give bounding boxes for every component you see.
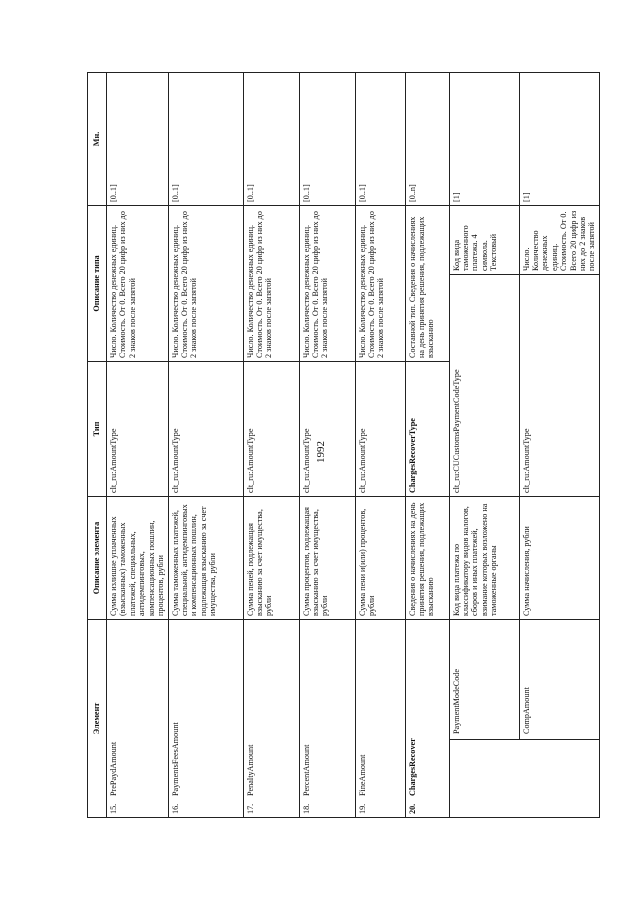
cell-element <box>405 620 449 818</box>
row-number: 15. <box>109 803 118 814</box>
table-row <box>355 73 405 818</box>
elements-table <box>87 72 600 818</box>
cell-mn: [0..1] <box>168 73 243 206</box>
cell-mn: [0..1] <box>107 73 169 206</box>
cell-element <box>243 620 299 818</box>
cell-mn: [0..1] <box>355 73 405 206</box>
table-row <box>299 73 355 818</box>
table-row <box>107 73 169 818</box>
header-mn: Мн. <box>88 73 107 206</box>
element-name: PaymentsFeesAmount <box>170 722 180 796</box>
cell-element <box>355 620 405 818</box>
cell-mn: [0..1] <box>299 73 355 206</box>
cell-type-desc: Число. Количество денежных единиц. Стоимость. От 0. Всего 20 цифр из них до 2 знаков после запятой <box>299 206 355 362</box>
cell-type-desc: Число. Количество денежных единиц. Стоимость. От 0. Всего 20 цифр из них до 2 знаков после запятой <box>243 206 299 362</box>
subtable-row <box>519 73 599 818</box>
element-name: FineAmount <box>357 754 367 796</box>
cell-sub-element: PaymentModeCode <box>449 620 519 740</box>
subtable-row <box>449 73 519 818</box>
cell-type-desc: Число. Количество денежных единиц. Стоимость. От 0. Всего 20 цифр из них до 2 знаков после запятой <box>355 206 405 362</box>
cell-sub-type-desc: Число. Количество денежных единиц. Стоимость. От 0. Всего 20 цифр из них до 2 знаков после запятой <box>519 206 599 275</box>
cell-sub-element: CompAmount <box>519 620 599 740</box>
cell-sub-type: clt_ru:AmountType <box>519 275 599 497</box>
table-row <box>405 73 449 818</box>
row-number: 18. <box>301 803 311 814</box>
cell-type: clt_ru:AmountType <box>107 362 169 497</box>
cell-sub-element-desc: Код вида платежа по классификатору видов налогов, сборов и иных платежей, взимание которых возложено на таможенные органы <box>449 497 519 620</box>
cell-type: clt_ru:AmountType <box>299 362 355 497</box>
header-type: Тип <box>88 362 107 497</box>
header-type-desc: Описание типа <box>88 206 107 362</box>
header-element: Элемент <box>88 620 107 818</box>
cell-sub-type: clt_ru:CUCustomsPaymentCodeType <box>449 275 519 497</box>
page-number: 1992 <box>315 441 327 463</box>
table-row <box>168 73 243 818</box>
row-number: 19. <box>357 803 367 814</box>
cell-element <box>168 620 243 818</box>
cell-mn: [0..n] <box>405 73 449 206</box>
cell-element <box>299 620 355 818</box>
row-number: 17. <box>245 803 255 814</box>
cell-type: ChargesRecoverType <box>405 362 449 497</box>
cell-type: clt_ru:AmountType <box>355 362 405 497</box>
cell-indent <box>519 740 599 818</box>
cell-sub-mn: [1] <box>449 73 519 206</box>
element-name: PrePaydAmount <box>109 741 118 796</box>
cell-sub-mn: [1] <box>519 73 599 206</box>
rotated-table-container <box>87 73 597 818</box>
row-number: 20. <box>407 803 417 814</box>
cell-mn: [0..1] <box>243 73 299 206</box>
cell-indent <box>449 740 519 818</box>
cell-element-desc: Сумма процентов, подлежащая взысканию за счет имущества, рубли <box>299 497 355 620</box>
cell-element-desc: Сумма пеней, подлежащая взысканию за счет имущества, рубли <box>243 497 299 620</box>
cell-element-desc: Сумма излишне уплаченных (взысканных) таможенных платежей, специальных, антидемпинговых, компенсационных пошлин, процентов, рубли <box>107 497 169 620</box>
element-name: PenaltyAmount <box>245 744 255 796</box>
header-row <box>88 73 107 818</box>
cell-sub-element-desc: Сумма начисления, рубли <box>519 497 599 620</box>
cell-type-desc: Число. Количество денежных единиц. Стоимость. От 0. Всего 20 цифр из них до 2 знаков после запятой <box>107 206 169 362</box>
cell-element-desc: Сумма пени и(или) процентов, рубли <box>355 497 405 620</box>
element-name: ChargesRecover <box>407 738 417 796</box>
header-element-desc: Описание элемента <box>88 497 107 620</box>
cell-element-desc: Сумма таможенных платежей, специальной, антидемпинговых и компенсационных пошлин, подлежащая взысканию за счет имущества, рубли <box>168 497 243 620</box>
element-name: PercentAmount <box>301 744 311 796</box>
cell-type: clt_ru:AmountType <box>243 362 299 497</box>
cell-type-desc: Число. Количество денежных единиц. Стоимость. От 0. Всего 20 цифр из них до 2 знаков после запятой <box>168 206 243 362</box>
cell-sub-type-desc: Код вида таможенного платежа. 4 символа. Текстовый <box>449 206 519 275</box>
cell-type-desc: Составной тип. Сведения о начислениях на день принятия решения, подлежащих взысканию <box>405 206 449 362</box>
row-number: 16. <box>170 803 180 814</box>
table-row <box>243 73 299 818</box>
cell-element-desc: Сведения о начислениях на день принятия решения, подлежащих взысканию <box>405 497 449 620</box>
cell-type: clt_ru:AmountType <box>168 362 243 497</box>
cell-element <box>107 620 169 818</box>
